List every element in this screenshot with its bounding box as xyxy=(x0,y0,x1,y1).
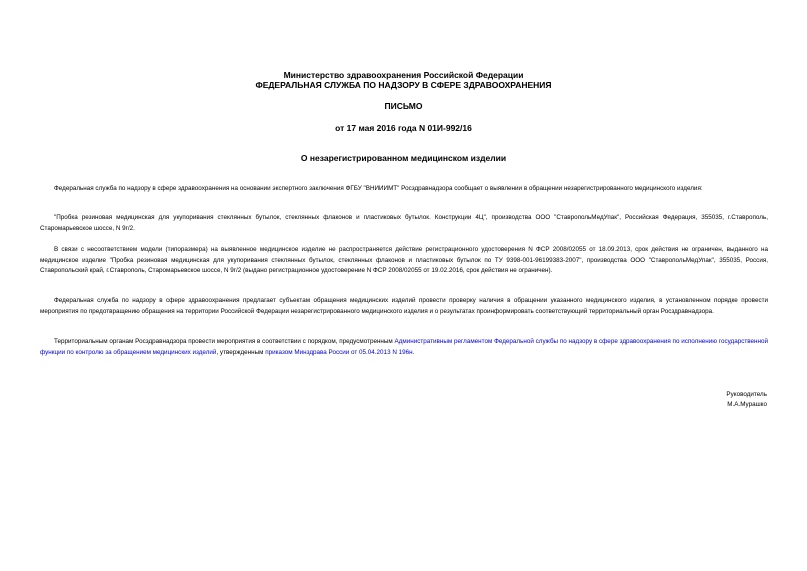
service-heading: ФЕДЕРАЛЬНАЯ СЛУЖБА ПО НАДЗОРУ В СФЕРЕ ЗДРАВООХРАНЕНИЯ xyxy=(255,80,552,90)
document-subject: О незарегистрированном медицинском изделии xyxy=(300,153,507,163)
paragraph-5 xyxy=(40,337,768,358)
signature-role: Руководитель xyxy=(726,391,767,398)
paragraph-5-text-end: . xyxy=(412,348,415,356)
paragraph-5-text-start: Территориальным органам Росздравнадзора провести мероприятия в соответствии с порядком, предусмотренным xyxy=(54,338,395,345)
paragraph-4: Федеральная служба по надзору в сфере здравоохранения предлагает субъектам обращения медицинских изделий провести проверку наличия в обращении указанного медицинского изделия, в установленном порядке провести мероприятия по предотвращению обращения на территории Российской Федерации незарегистрированного медицинского изделия и о результатах проинформировать соответствующий территориальный орган Росздравнадзора. xyxy=(40,297,768,315)
ministry-heading: Министерство здравоохранения Российской Федерации xyxy=(283,70,524,80)
paragraph-2: "Пробка резиновая медицинская для укупоривания стеклянных бутылок, стеклянных флаконов и пластиковых бутылок. Конструкции 4Ц", производства ООО "СтавропольМедУпак", Российская Федерация, 355035, г.Ставрополь, Старомарьевское шоссе, N 9г/2. xyxy=(40,214,768,232)
paragraph-1: Федеральная служба по надзору в сфере здравоохранения на основании экспертного заключения ФГБУ "ВНИИИМТ" Росздравнадзора сообщает о выявлении в обращении незарегистрированного медицинского изделия: xyxy=(54,185,703,192)
document-type: ПИСЬМО xyxy=(384,101,423,111)
paragraph-3: В связи с несоответствием модели (типоразмера) на выявленное медицинское изделие не распространяется действие регистрационного удостоверения N ФСР 2008/02055 от 18.09.2013, срок действия не ограничен, выданного на медицинское изделие "Пробка резиновая медицинская для укупоривания стеклянных бутылок, стеклянных флаконов и пластиковых бутылок по ТУ 9398-001-96199383-2007", производства ООО "СтавропольМедУпак", 355035, Россия, Ставропольский край, г.Ставрополь, Старомарьевское шоссе, N 9г/2 (выдано регистрационное удостоверение N ФСР 2008/02055 от 19.02.2016, срок действия не ограничен). xyxy=(40,246,768,274)
signature-name: М.А.Мурашко xyxy=(727,401,767,408)
paragraph-5-text-mid: , утвержденным xyxy=(216,348,266,356)
administrative-regulation-link[interactable]: Административным регламентом Федеральной службы по надзору в сфере здравоохранения по исполнению государственной функции по контролю за обращением медицинских изделий xyxy=(40,338,769,356)
document-date-number: от 17 мая 2016 года N 01И-992/16 xyxy=(335,123,472,133)
order-link[interactable]: приказом Минздрава России от 05.04.2013 N 196н xyxy=(265,348,413,356)
